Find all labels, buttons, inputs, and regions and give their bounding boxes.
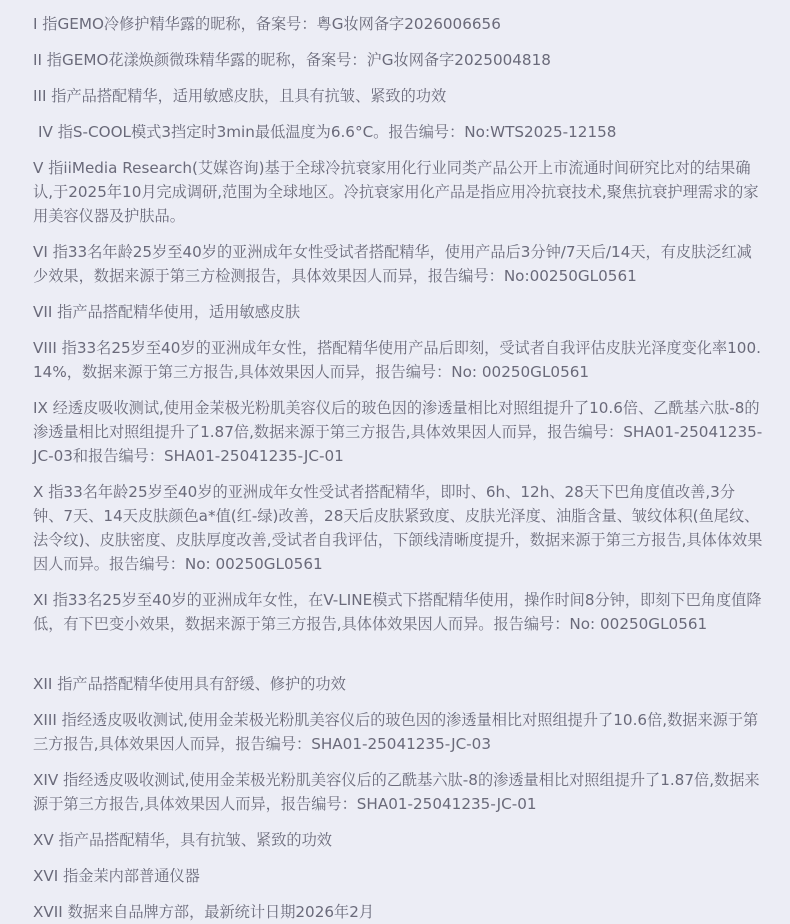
- footnote-4: IV 指S-COOL模式3挡定时3min最低温度为6.6°C。报告编号：No:WTS2025-12158: [38, 123, 617, 141]
- footnote-7: VII 指产品搭配精华使用，适用敏感皮肤: [33, 303, 301, 321]
- footnote-14: XIV 指经透皮吸收测试,使用金茉极光粉肌美容仪后的乙酰基六肽-8的渗透量相比对照组提升了1.87倍,数据来源于第三方报告,具体效果因人而异，报告编号：SHA01-25041235-JC-01: [33, 771, 760, 813]
- footnote-1: I 指GEMO冷修护精华露的昵称，备案号：粤G妆网备字2026006656: [33, 15, 501, 33]
- footnote-13: XIII 指经透皮吸收测试,使用金茉极光粉肌美容仪后的玻色因的渗透量相比对照组提升了10.6倍,数据来源于第三方报告,具体效果因人而异，报告编号：SHA01-25041235-JC-03: [33, 711, 759, 753]
- footnote-16: XVI 指金茉内部普通仪器: [33, 867, 200, 885]
- footnote-17: XVII 数据来自品牌方部，最新统计日期2026年2月: [33, 903, 375, 921]
- footnote-15: XV 指产品搭配精华，具有抗皱、紧致的功效: [33, 831, 332, 849]
- footnote-6: VI 指33名年龄25岁至40岁的亚洲成年女性受试者搭配精华，使用产品后3分钟/7天后/14天，有皮肤泛红减少效果，数据来源于第三方检测报告，具体效果因人而异，报告编号：No:00250GL0561: [33, 243, 752, 285]
- footnote-5: V 指iiMedia Research(艾媒咨询)基于全球冷抗衰家用化行业同类产品公开上市流通时间研究比对的结果确认,于2025年10月完成调研,范围为全球地区。冷抗衰家用化产品是指应用冷抗衰技术,聚焦抗衰护理需求的家用美容仪器及护肤品。: [33, 159, 759, 225]
- footnote-11: XI 指33名25岁至40岁的亚洲成年女性，在V-LINE模式下搭配精华使用，操作时间8分钟，即刻下巴角度值降低，有下巴变小效果，数据来源于第三方报告,具体体效果因人而异。报告编号：No: 00250GL0561: [33, 591, 762, 633]
- footnote-8: VIII 指33名25岁至40岁的亚洲成年女性，搭配精华使用产品后即刻，受试者自我评估皮肤光泽度变化率100.14%，数据来源于第三方报告,具体效果因人而异，报告编号：No: 00250GL0561: [33, 339, 761, 381]
- footnote-10: X 指33名年龄25岁至40岁的亚洲成年女性受试者搭配精华，即时、6h、12h、28天下巴角度值改善,3分钟、7天、14天皮肤颜色a*值(红-绿)改善，28天后皮肤紧致度、皮肤光泽度、油脂含量、皱纹体积(鱼尾纹、法令纹)、皮肤密度、皮肤厚度改善,受试者自我评估，下颌线清晰度提升，数据来源于第三方报告,具体体效果因人而异。报告编号：No: 00250GL0561: [33, 483, 763, 573]
- footnote-12: XII 指产品搭配精华使用具有舒缓、修护的功效: [33, 675, 346, 693]
- footnote-3: III 指产品搭配精华，适用敏感皮肤，且具有抗皱、紧致的功效: [33, 87, 447, 105]
- footnote-2: II 指GEMO花漾焕颜微珠精华露的昵称，备案号：沪G妆网备字2025004818: [33, 51, 551, 69]
- footnote-9: IX 经透皮吸收测试,使用金茉极光粉肌美容仪后的玻色因的渗透量相比对照组提升了10.6倍、乙酰基六肽-8的渗透量相比对照组提升了1.87倍,数据来源于第三方报告,具体效果因人而异，报告编号：SHA01-25041235-JC-03和报告编号：SHA01-25041235-JC-01: [33, 399, 763, 465]
